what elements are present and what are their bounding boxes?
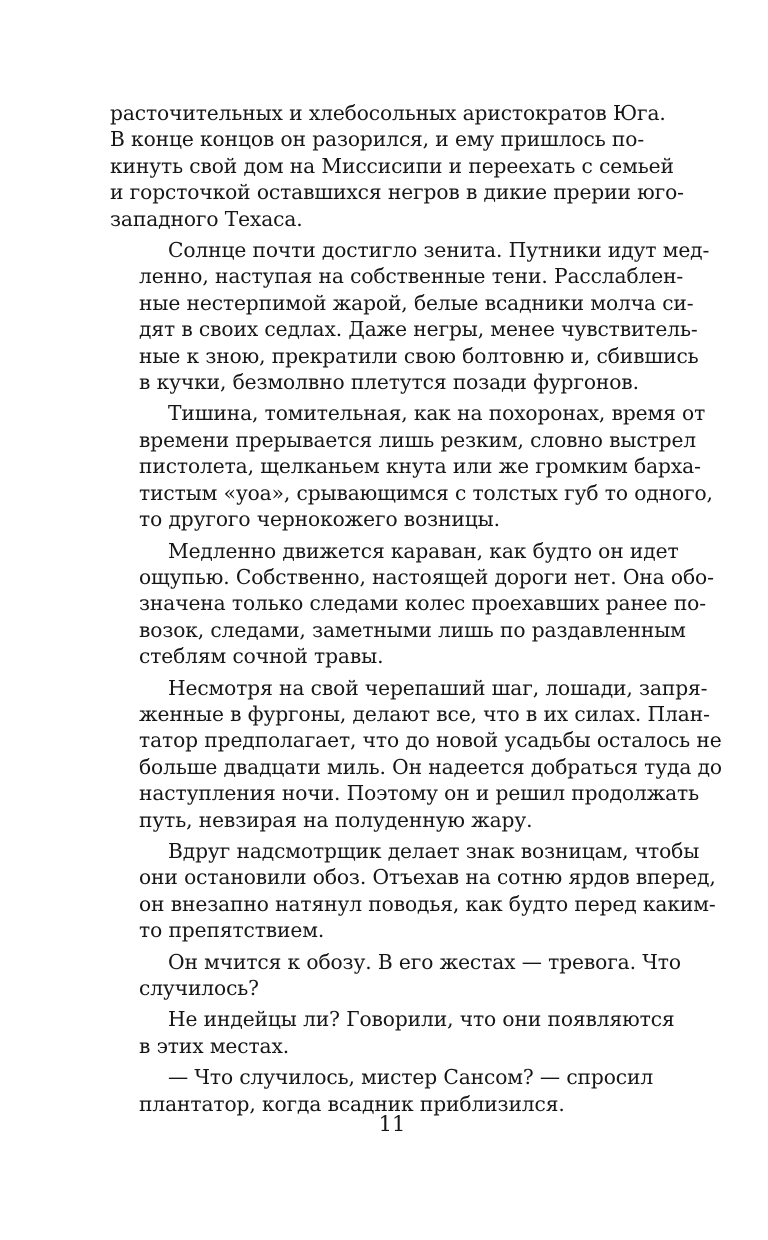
paragraph bbox=[110, 1064, 654, 1117]
text-line: путь, невзирая на полуденную жару. bbox=[139, 807, 533, 832]
text-line: расточительных и хлебосольных аристократов Юга. bbox=[110, 101, 666, 125]
text-line: возок, следами, заметными лишь по раздавленным bbox=[139, 617, 686, 642]
text-line: дят в своих седлах. Даже негры, менее чувствитель- bbox=[139, 317, 698, 342]
paragraph bbox=[110, 100, 684, 232]
text-line: Вдруг надсмотрщик делает знак возницам, чтобы bbox=[168, 838, 700, 863]
text-line: Несмотря на свой черепаший шаг, лошади, запря- bbox=[168, 675, 708, 700]
text-line: ленно, наступая на собственные тени. Расслаблен- bbox=[139, 264, 684, 289]
paragraph bbox=[110, 400, 713, 532]
text-line: Медленно движется караван, как будто он идет bbox=[168, 538, 679, 563]
text-line: в этих местах. bbox=[139, 1033, 290, 1058]
text-line: Не индейцы ли? Говорили, что они появляются bbox=[168, 1007, 675, 1032]
text-line: пистолета, щелканьем кнута или же громким барха- bbox=[139, 454, 701, 479]
text-line: они остановили обоз. Отъехав на сотню ярдов вперед, bbox=[139, 865, 716, 890]
page-number: 11 bbox=[378, 1112, 406, 1136]
text-line: татор предполагает, что до новой усадьбы осталось не bbox=[139, 728, 722, 753]
text-line: Он мчится к обозу. В его жестах — тревога. Что bbox=[168, 949, 681, 974]
text-line: — Что случилось, мистер Сансом? — спросил bbox=[168, 1065, 654, 1090]
text-line: больше двадцати миль. Он надеется добраться туда до bbox=[139, 754, 722, 779]
text-line: кинуть свой дом на Миссисипи и переехать с семьей bbox=[110, 153, 674, 178]
paragraph bbox=[110, 237, 710, 395]
text-line: значена только следами колес проехавших ранее по- bbox=[139, 591, 706, 616]
text-line: то препятствием. bbox=[139, 918, 325, 943]
text-line: плантатор, когда всадник приблизился. bbox=[139, 1091, 565, 1116]
text-line: ные нестерпимой жарой, белые всадники молча си- bbox=[139, 290, 694, 315]
text-line: случилось? bbox=[139, 976, 259, 1000]
paragraph bbox=[110, 538, 714, 670]
text-line: то другого чернокожего возницы. bbox=[139, 507, 500, 532]
text-line: стеблям сочной травы. bbox=[139, 644, 384, 669]
paragraph bbox=[110, 1006, 675, 1059]
text-line: ные к зною, прекратили свою болтовню и, сбившись bbox=[139, 343, 699, 368]
text-line: и горсточкой оставшихся негров в дикие прерии юго- bbox=[110, 180, 684, 205]
paragraph bbox=[110, 838, 716, 944]
text-line: ощупью. Собственно, настоящей дороги нет. Она обо- bbox=[139, 564, 714, 589]
paragraph bbox=[110, 949, 681, 1002]
paragraph bbox=[110, 675, 722, 833]
text-line: Солнце почти достигло зенита. Путники идут мед- bbox=[168, 238, 710, 263]
book-page-text bbox=[110, 100, 722, 1122]
text-line: времени прерывается лишь резким, словно выстрел bbox=[139, 427, 697, 452]
text-line: в кучки, безмолвно плетутся позади фургонов. bbox=[139, 370, 639, 395]
text-line: тистым «уоа», срывающимся с толстых губ то одного, bbox=[139, 480, 713, 505]
text-line: женные в фургоны, делают все, что в их силах. План- bbox=[139, 701, 710, 726]
text-line: Тишина, томительная, как на похоронах, время от bbox=[168, 401, 706, 426]
text-line: В конце концов он разорился, и ему пришлось по- bbox=[110, 127, 645, 152]
text-line: он внезапно натянул поводья, как будто перед каким- bbox=[139, 891, 716, 916]
text-line: наступления ночи. Поэтому он и решил продолжать bbox=[139, 781, 699, 806]
text-line: западного Техаса. bbox=[110, 206, 303, 231]
